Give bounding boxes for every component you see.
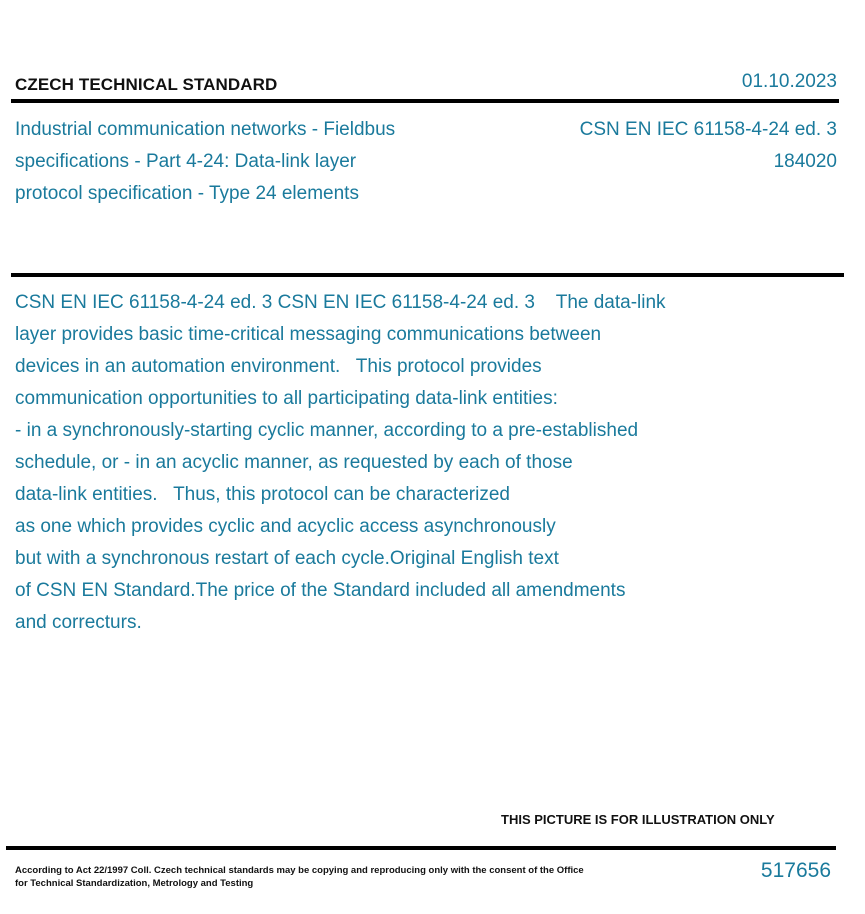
class-number: 184020 (773, 151, 837, 172)
document-type-label: CZECH TECHNICAL STANDARD (15, 75, 278, 94)
description-line: devices in an automation environment. This protocol provides (15, 356, 542, 377)
description-line: communication opportunities to all participating data-link entities: (15, 388, 558, 409)
footer-divider (6, 846, 836, 850)
title-line: specifications - Part 4-24: Data-link layer (15, 151, 357, 172)
description-line: of CSN EN Standard.The price of the Standard included all amendments (15, 580, 626, 601)
legal-line: for Technical Standardization, Metrology and Testing (15, 878, 254, 889)
standard-identifier (580, 114, 837, 178)
title-divider (11, 273, 844, 277)
description-line: data-link entities. Thus, this protocol can be characterized (15, 484, 510, 505)
illustration-note: THIS PICTURE IS FOR ILLUSTRATION ONLY (501, 812, 775, 827)
standard-description (15, 287, 775, 639)
description-line: as one which provides cyclic and acyclic access asynchronously (15, 516, 556, 537)
header-divider (11, 99, 839, 103)
catalog-number: 517656 (760, 859, 831, 882)
description-line: and correcturs. (15, 612, 142, 633)
description-line: CSN EN IEC 61158-4-24 ed. 3 CSN EN IEC 61158-4-24 ed. 3 The data-link (15, 292, 666, 313)
standard-title (15, 114, 485, 210)
description-line: - in a synchronously-starting cyclic manner, according to a pre-established (15, 420, 639, 441)
standard-code: CSN EN IEC 61158-4-24 ed. 3 (579, 119, 837, 140)
legal-notice (15, 864, 584, 890)
publication-date: 01.10.2023 (741, 71, 837, 92)
description-line: schedule, or - in an acyclic manner, as requested by each of those (15, 452, 573, 473)
description-line: but with a synchronous restart of each cycle.Original English text (15, 548, 559, 569)
legal-line: According to Act 22/1997 Coll. Czech technical standards may be copying and reproducing only with the consent of the Office (15, 865, 584, 876)
description-line: layer provides basic time-critical messaging communications between (15, 324, 602, 345)
title-line: protocol specification - Type 24 elements (15, 183, 359, 204)
title-line: Industrial communication networks - Fieldbus (15, 119, 396, 140)
